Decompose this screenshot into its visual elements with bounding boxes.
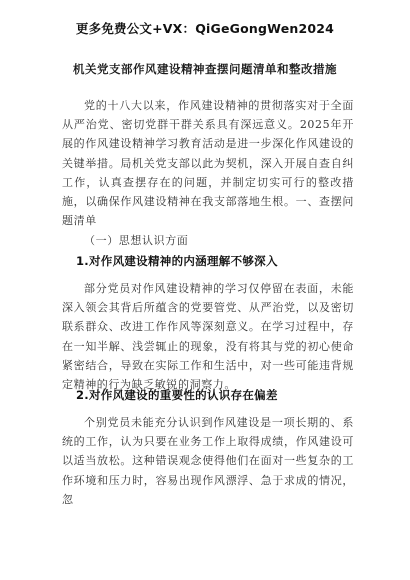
- intro-paragraph: 党的十八大以来，作风建设精神的贯彻落实对于全面从严治党、密切党群干群关系具有深远意义。2025年开展的作风建设精神学习教育活动是进一步深化作风建设的关键举措。局机关党支部以此为契机，深入开展自查自纠工作，认真查摆存在的问题，并制定切实可行的整改措施，以确保作风建设精神在我支部落地生根。一、查摆问题清单: [62, 99, 354, 228]
- document-title: 机关党支部作风建设精神查摆问题清单和整改措施: [73, 62, 337, 76]
- promo-banner: 更多免费公文+VX：QiGeGongWen2024: [75, 21, 335, 36]
- section-subheading: （一）思想认识方面: [84, 234, 189, 247]
- section-heading-2: 2.对作风建设的重要性的认识存在偏差: [76, 388, 278, 402]
- section-paragraph-1: 部分党员对作风建设精神的学习仅停留在表面，未能深入领会其背后所蕴含的党要管党、从严治党，以及密切联系群众、改进工作作风等深刻意义。在学习过程中，存在一知半解、浅尝辄止的现象，没有将其与党的初心使命紧密结合，导致在实际工作和生活中，对一些可能违背规定精神的行为缺乏敏锐的洞察力。: [62, 282, 354, 392]
- section-paragraph-2: 个别党员未能充分认识到作风建设是一项长期的、系统的工作，认为只要在业务工作上取得成绩，作风建设可以适当放松。这种错误观念使得他们在面对一些复杂的工作环境和压力时，容易出现作风漂浮、急于求成的情况，忽: [62, 416, 354, 506]
- section-heading-1: 1.对作风建设精神的内涵理解不够深入: [76, 254, 278, 268]
